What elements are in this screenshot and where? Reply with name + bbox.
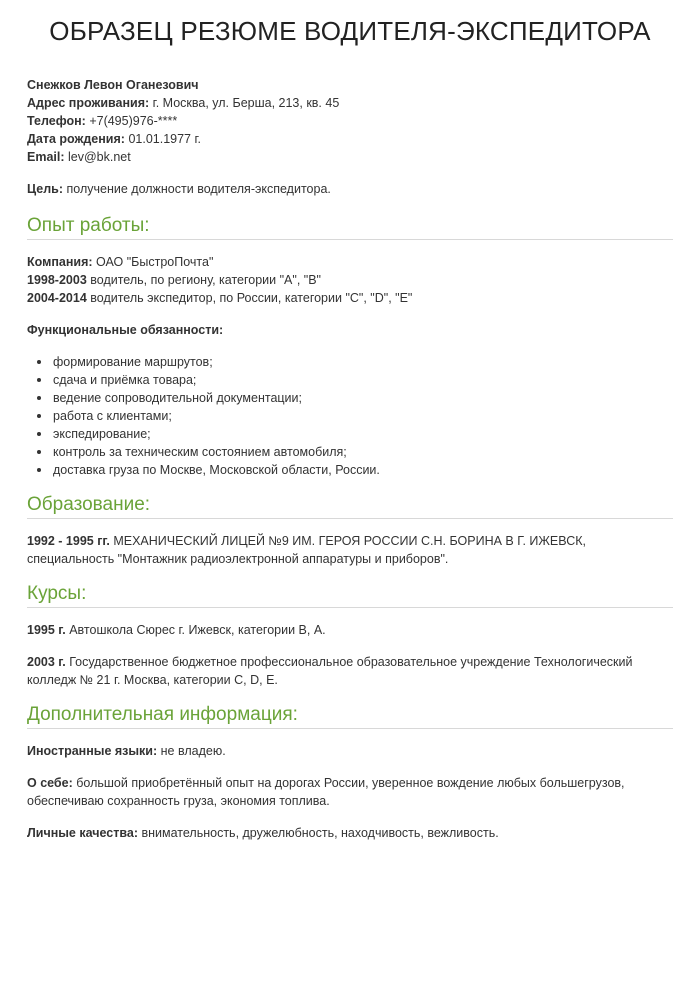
course-year-1: 1995 г. bbox=[27, 623, 66, 637]
goal-row bbox=[27, 180, 673, 198]
birth-row bbox=[27, 130, 673, 148]
section-heading-additional: Дополнительная информация: bbox=[27, 703, 673, 729]
address-label: Адрес проживания: bbox=[27, 96, 150, 110]
page-title: ОБРАЗЕЦ РЕЗЮМЕ ВОДИТЕЛЯ-ЭКСПЕДИТОРА bbox=[49, 16, 651, 46]
course-year-2: 2003 г. bbox=[27, 655, 66, 669]
section-heading-experience: Опыт работы: bbox=[27, 214, 673, 240]
period-row-2 bbox=[27, 289, 673, 307]
course-entry-1 bbox=[27, 621, 673, 639]
personal-info bbox=[27, 76, 673, 166]
company-row bbox=[27, 253, 673, 271]
goal-label: Цель: bbox=[27, 182, 64, 196]
company-label: Компания: bbox=[27, 255, 93, 269]
address-row bbox=[27, 94, 673, 112]
qualities-value: внимательность, дружелюбность, находчивость, вежливость. bbox=[141, 826, 499, 840]
company-value: ОАО "БыстроПочта" bbox=[96, 255, 214, 269]
duties-list bbox=[27, 353, 673, 479]
birth-value: 01.01.1977 г. bbox=[128, 132, 201, 146]
address-value: г. Москва, ул. Берша, 213, кв. 45 bbox=[152, 96, 340, 110]
education-years: 1992 - 1995 гг. bbox=[27, 534, 110, 548]
list-item: доставка груза по Москве, Московской области, России. bbox=[53, 461, 673, 479]
period-row-1 bbox=[27, 271, 673, 289]
list-item: ведение сопроводительной документации; bbox=[53, 389, 673, 407]
birth-label: Дата рождения: bbox=[27, 132, 125, 146]
list-item: сдача и приёмка товара; bbox=[53, 371, 673, 389]
duties-label: Функциональные обязанности: bbox=[27, 323, 224, 337]
full-name: Снежков Левон Оганезович bbox=[27, 78, 199, 92]
languages-label: Иностранные языки: bbox=[27, 744, 158, 758]
experience-details bbox=[27, 253, 673, 307]
about-label: О себе: bbox=[27, 776, 73, 790]
qualities-label: Личные качества: bbox=[27, 826, 139, 840]
email-link[interactable]: lev@bk.net bbox=[68, 150, 131, 164]
education-text: МЕХАНИЧЕСКИЙ ЛИЦЕЙ №9 ИМ. ГЕРОЯ РОССИИ С.Н. БОРИНА В Г. ИЖЕВСК, специальность "Монтажник радиоэлектронной аппаратуры и приборов". bbox=[27, 534, 586, 566]
email-label: Email: bbox=[27, 150, 65, 164]
course-entry-2 bbox=[27, 653, 673, 689]
email-row bbox=[27, 148, 673, 166]
period-text-2: водитель экспедитор, по России, категории "С", "D", "Е" bbox=[90, 291, 413, 305]
course-text-1: Автошкола Сюрес г. Ижевск, категории В, А. bbox=[69, 623, 326, 637]
qualities-row bbox=[27, 824, 673, 842]
list-item: контроль за техническим состоянием автомобиля; bbox=[53, 443, 673, 461]
period-years-2: 2004-2014 bbox=[27, 291, 87, 305]
phone-row bbox=[27, 112, 673, 130]
list-item: экспедирование; bbox=[53, 425, 673, 443]
phone-value: +7(495)976-**** bbox=[89, 114, 178, 128]
section-heading-education: Образование: bbox=[27, 493, 673, 519]
about-value: большой приобретённый опыт на дорогах России, уверенное вождение любых большегрузов, обеспечиваю сохранность груза, экономия топлива. bbox=[27, 776, 625, 808]
period-years-1: 1998-2003 bbox=[27, 273, 87, 287]
section-heading-courses: Курсы: bbox=[27, 582, 673, 608]
languages-row bbox=[27, 742, 673, 760]
goal-value: получение должности водителя-экспедитора. bbox=[66, 182, 331, 196]
education-entry bbox=[27, 532, 673, 568]
about-row bbox=[27, 774, 673, 810]
phone-label: Телефон: bbox=[27, 114, 86, 128]
list-item: работа с клиентами; bbox=[53, 407, 673, 425]
course-text-2: Государственное бюджетное профессиональное образовательное учреждение Технологический колледж № 21 г. Москва, категории С, D, Е. bbox=[27, 655, 633, 687]
list-item: формирование маршрутов; bbox=[53, 353, 673, 371]
period-text-1: водитель, по региону, категории "А", "В" bbox=[90, 273, 321, 287]
languages-value: не владею. bbox=[160, 744, 226, 758]
